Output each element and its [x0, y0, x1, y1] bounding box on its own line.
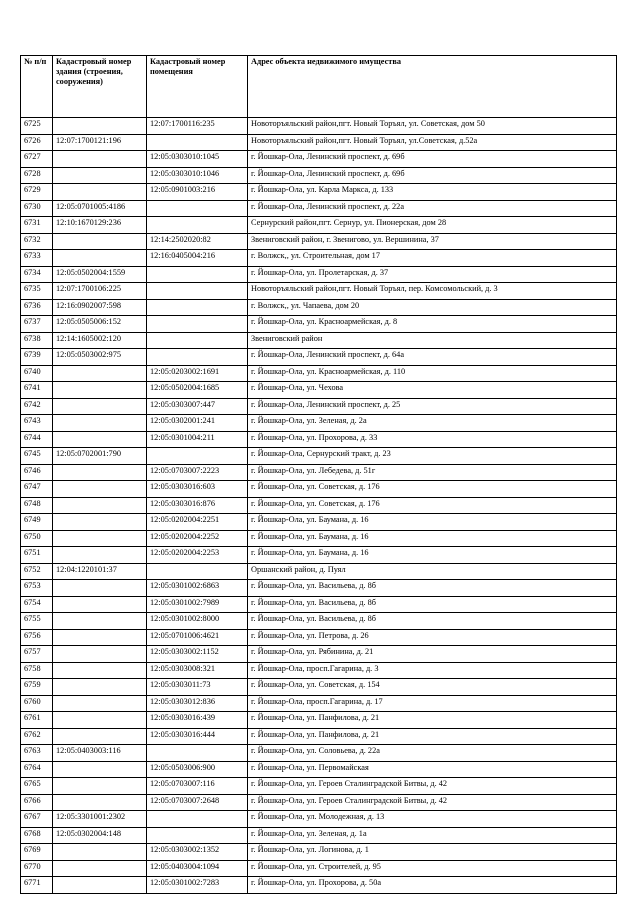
- cell-number: 6752: [21, 563, 53, 580]
- cell-premises-cadastral: 12:05:0502004:1685: [147, 382, 248, 399]
- cell-premises-cadastral: 12:05:0303016:603: [147, 481, 248, 498]
- cell-premises-cadastral: 12:05:0303012:836: [147, 695, 248, 712]
- cell-premises-cadastral: 12:05:0403004:1094: [147, 860, 248, 877]
- cell-number: 6734: [21, 266, 53, 283]
- table-row: [21, 811, 617, 828]
- cell-building-cadastral: [53, 365, 147, 382]
- cell-address: г. Йошкар-Ола, ул. Молодежная, д. 13: [248, 811, 617, 828]
- table-row: [21, 184, 617, 201]
- cell-premises-cadastral: [147, 349, 248, 366]
- cell-address: г. Йошкар-Ола, ул. Героев Сталинградской Битвы, д. 42: [248, 794, 617, 811]
- cell-address: г. Йошкар-Ола, Ленинский проспект, д. 22а: [248, 200, 617, 217]
- cell-building-cadastral: 12:04:1220101:37: [53, 563, 147, 580]
- table-row: [21, 349, 617, 366]
- cell-address: г. Йошкар-Ола, ул. Красноармейская, д. 110: [248, 365, 617, 382]
- cell-address: г. Йошкар-Ола, ул. Васильева, д. 8б: [248, 613, 617, 630]
- cell-premises-cadastral: 12:05:0701006:4621: [147, 629, 248, 646]
- cell-number: 6737: [21, 316, 53, 333]
- cell-address: Оршанский район, д. Пуял: [248, 563, 617, 580]
- cell-number: 6745: [21, 448, 53, 465]
- cell-number: 6758: [21, 662, 53, 679]
- cell-building-cadastral: [53, 794, 147, 811]
- cell-address: г. Йошкар-Ола, ул. Панфилова, д. 21: [248, 728, 617, 745]
- cell-building-cadastral: [53, 382, 147, 399]
- cell-number: 6766: [21, 794, 53, 811]
- cell-premises-cadastral: 12:05:0302001:241: [147, 415, 248, 432]
- cell-premises-cadastral: 12:05:0301002:8000: [147, 613, 248, 630]
- cell-building-cadastral: 12:05:3301001:2302: [53, 811, 147, 828]
- cell-premises-cadastral: 12:05:0703007:116: [147, 778, 248, 795]
- cell-address: г. Йошкар-Ола, ул. Васильева, д. 8б: [248, 580, 617, 597]
- cell-address: г. Йошкар-Ола, ул. Петрова, д. 26: [248, 629, 617, 646]
- cell-address: г. Йошкар-Ола, ул. Прохорова, д. 50а: [248, 877, 617, 894]
- cell-number: 6741: [21, 382, 53, 399]
- cell-address: г. Йошкар-Ола, просп.Гагарина, д. 3: [248, 662, 617, 679]
- table-row: [21, 266, 617, 283]
- cell-number: 6736: [21, 299, 53, 316]
- cell-premises-cadastral: 12:05:0303002:1152: [147, 646, 248, 663]
- cell-address: г. Йошкар-Ола, ул. Васильева, д. 8б: [248, 596, 617, 613]
- cell-address: г. Йошкар-Ола, ул. Пролетарская, д. 37: [248, 266, 617, 283]
- cell-address: г. Йошкар-Ола, ул. Баумана, д. 16: [248, 530, 617, 547]
- cell-number: 6742: [21, 398, 53, 415]
- cell-address: г. Йошкар-Ола, ул. Баумана, д. 16: [248, 547, 617, 564]
- cell-address: г. Йошкар-Ола, ул. Зеленая, д. 2а: [248, 415, 617, 432]
- table-row: [21, 514, 617, 531]
- cell-building-cadastral: [53, 514, 147, 531]
- cell-number: 6767: [21, 811, 53, 828]
- cell-number: 6770: [21, 860, 53, 877]
- cell-address: г. Йошкар-Ола, ул. Строителей, д. 95: [248, 860, 617, 877]
- cell-address: г. Йошкар-Ола, ул. Красноармейская, д. 8: [248, 316, 617, 333]
- cell-address: г. Йошкар-Ола, ул. Советская, д. 176: [248, 497, 617, 514]
- cell-premises-cadastral: 12:05:0301002:7283: [147, 877, 248, 894]
- cell-premises-cadastral: 12:16:0405004:216: [147, 250, 248, 267]
- table-row: [21, 167, 617, 184]
- table-row: [21, 596, 617, 613]
- header-address: Адрес объекта недвижимого имущества: [248, 56, 617, 118]
- table-row: [21, 580, 617, 597]
- cell-building-cadastral: [53, 695, 147, 712]
- cell-premises-cadastral: [147, 299, 248, 316]
- cell-premises-cadastral: [147, 827, 248, 844]
- cell-building-cadastral: [53, 778, 147, 795]
- cell-premises-cadastral: [147, 217, 248, 234]
- cell-building-cadastral: [53, 250, 147, 267]
- cell-building-cadastral: 12:05:0403003:116: [53, 745, 147, 762]
- cell-premises-cadastral: [147, 316, 248, 333]
- cell-address: Звениговский район: [248, 332, 617, 349]
- cell-building-cadastral: 12:05:0302004:148: [53, 827, 147, 844]
- cell-premises-cadastral: 12:05:0503006:900: [147, 761, 248, 778]
- table-row: [21, 398, 617, 415]
- cell-building-cadastral: [53, 167, 147, 184]
- cell-premises-cadastral: 12:14:2502020:82: [147, 233, 248, 250]
- table-row: [21, 332, 617, 349]
- table-row: [21, 382, 617, 399]
- cell-premises-cadastral: 12:05:0703007:2648: [147, 794, 248, 811]
- header-building-cadastral: Кадастровый номер здания (строения, сооружения): [53, 56, 147, 118]
- cell-premises-cadastral: 12:05:0301002:6863: [147, 580, 248, 597]
- cell-number: 6729: [21, 184, 53, 201]
- cell-building-cadastral: 12:07:1700121:196: [53, 134, 147, 151]
- cell-premises-cadastral: [147, 266, 248, 283]
- cell-premises-cadastral: 12:05:0303016:439: [147, 712, 248, 729]
- cell-number: 6740: [21, 365, 53, 382]
- cell-building-cadastral: [53, 679, 147, 696]
- cell-premises-cadastral: [147, 134, 248, 151]
- cell-address: Новоторъяльский район,пгт. Новый Торъял, ул. Советская, дом 50: [248, 118, 617, 135]
- cell-number: 6760: [21, 695, 53, 712]
- table-row: [21, 448, 617, 465]
- table-row: [21, 200, 617, 217]
- cell-number: 6748: [21, 497, 53, 514]
- table-row: [21, 679, 617, 696]
- table-row: [21, 547, 617, 564]
- cell-address: г. Йошкар-Ола, ул. Соловьева, д. 22а: [248, 745, 617, 762]
- cell-building-cadastral: [53, 118, 147, 135]
- cell-number: 6726: [21, 134, 53, 151]
- cell-premises-cadastral: [147, 448, 248, 465]
- table-row: [21, 250, 617, 267]
- cell-number: 6733: [21, 250, 53, 267]
- table-row: [21, 844, 617, 861]
- cell-address: Новоторъяльский район,пгт. Новый Торъял, пер. Комсомольский, д. 3: [248, 283, 617, 300]
- cell-number: 6757: [21, 646, 53, 663]
- cell-building-cadastral: 12:05:0702001:790: [53, 448, 147, 465]
- table-row: [21, 778, 617, 795]
- cell-building-cadastral: [53, 613, 147, 630]
- cell-address: г. Йошкар-Ола, ул. Первомайская: [248, 761, 617, 778]
- cell-premises-cadastral: 12:05:0301004:211: [147, 431, 248, 448]
- cell-premises-cadastral: 12:05:0303007:447: [147, 398, 248, 415]
- cell-premises-cadastral: 12:05:0703007:2223: [147, 464, 248, 481]
- cell-building-cadastral: 12:14:1605002:120: [53, 332, 147, 349]
- cell-number: 6731: [21, 217, 53, 234]
- cell-address: г. Йошкар-Ола, просп.Гагарина, д. 17: [248, 695, 617, 712]
- cell-building-cadastral: [53, 580, 147, 597]
- cell-building-cadastral: 12:05:0502004:1559: [53, 266, 147, 283]
- table-row: [21, 860, 617, 877]
- table-row: [21, 646, 617, 663]
- cell-number: 6769: [21, 844, 53, 861]
- cell-address: г. Йошкар-Ола, Ленинский проспект, д. 25: [248, 398, 617, 415]
- cell-address: г. Йошкар-Ола, ул. Логинова, д. 1: [248, 844, 617, 861]
- cell-number: 6768: [21, 827, 53, 844]
- cell-number: 6743: [21, 415, 53, 432]
- cell-building-cadastral: [53, 530, 147, 547]
- cell-premises-cadastral: 12:05:0303008:321: [147, 662, 248, 679]
- cell-number: 6765: [21, 778, 53, 795]
- cell-building-cadastral: [53, 596, 147, 613]
- cell-address: г. Йошкар-Ола, Ленинский проспект, д. 64а: [248, 349, 617, 366]
- cell-number: 6738: [21, 332, 53, 349]
- cell-address: г. Йошкар-Ола, ул. Лебедева, д. 51г: [248, 464, 617, 481]
- cell-premises-cadastral: [147, 332, 248, 349]
- cell-building-cadastral: [53, 415, 147, 432]
- cell-number: 6749: [21, 514, 53, 531]
- cell-premises-cadastral: 12:05:0303002:1352: [147, 844, 248, 861]
- cell-premises-cadastral: [147, 745, 248, 762]
- cell-building-cadastral: 12:16:0902007:598: [53, 299, 147, 316]
- cell-building-cadastral: 12:10:1670129:236: [53, 217, 147, 234]
- cell-number: 6756: [21, 629, 53, 646]
- table-row: [21, 877, 617, 894]
- cell-address: г. Йошкар-Ола, ул. Советская, д. 154: [248, 679, 617, 696]
- header-number: № п/п: [21, 56, 53, 118]
- cell-premises-cadastral: 12:05:0202004:2252: [147, 530, 248, 547]
- cell-number: 6750: [21, 530, 53, 547]
- cell-building-cadastral: [53, 464, 147, 481]
- cell-premises-cadastral: [147, 283, 248, 300]
- table-row: [21, 217, 617, 234]
- cell-number: 6728: [21, 167, 53, 184]
- cell-building-cadastral: [53, 481, 147, 498]
- cell-number: 6763: [21, 745, 53, 762]
- table-row: [21, 134, 617, 151]
- cell-building-cadastral: [53, 844, 147, 861]
- cell-address: г. Волжск,, ул. Чапаева, дом 20: [248, 299, 617, 316]
- table-row: [21, 497, 617, 514]
- cell-premises-cadastral: 12:05:0303016:444: [147, 728, 248, 745]
- cell-address: г. Йошкар-Ола, Ленинский проспект, д. 69б: [248, 151, 617, 168]
- cell-building-cadastral: 12:07:1700106:225: [53, 283, 147, 300]
- cell-number: 6725: [21, 118, 53, 135]
- table-row: [21, 233, 617, 250]
- cell-premises-cadastral: 12:05:0301002:7989: [147, 596, 248, 613]
- cell-premises-cadastral: 12:05:0202004:2251: [147, 514, 248, 531]
- table-row: [21, 613, 617, 630]
- cell-number: 6751: [21, 547, 53, 564]
- cell-address: г. Йошкар-Ола, ул. Прохорова, д. 33: [248, 431, 617, 448]
- cell-premises-cadastral: 12:05:0303011:73: [147, 679, 248, 696]
- cell-address: г. Йошкар-Ола, ул. Чехова: [248, 382, 617, 399]
- table-row: [21, 745, 617, 762]
- table-row: [21, 563, 617, 580]
- cell-premises-cadastral: [147, 811, 248, 828]
- document-page: [20, 55, 616, 894]
- cell-number: 6727: [21, 151, 53, 168]
- cell-building-cadastral: [53, 712, 147, 729]
- cell-address: Сернурский район,пгт. Сернур, ул. Пионерская, дом 28: [248, 217, 617, 234]
- table-row: [21, 118, 617, 135]
- table-row: [21, 481, 617, 498]
- cell-number: 6744: [21, 431, 53, 448]
- cell-premises-cadastral: 12:05:0202004:2253: [147, 547, 248, 564]
- cell-building-cadastral: [53, 151, 147, 168]
- cell-number: 6753: [21, 580, 53, 597]
- table-row: [21, 629, 617, 646]
- table-row: [21, 712, 617, 729]
- cell-building-cadastral: [53, 233, 147, 250]
- cell-premises-cadastral: [147, 200, 248, 217]
- cell-address: г. Йошкар-Ола, ул. Героев Сталинградской Битвы, д. 42: [248, 778, 617, 795]
- cell-building-cadastral: [53, 728, 147, 745]
- cell-address: г. Йошкар-Ола, ул. Карла Маркса, д. 133: [248, 184, 617, 201]
- cell-premises-cadastral: 12:07:1700116:235: [147, 118, 248, 135]
- cell-address: г. Йошкар-Ола, Сернурский тракт, д. 23: [248, 448, 617, 465]
- cell-number: 6771: [21, 877, 53, 894]
- cell-building-cadastral: [53, 877, 147, 894]
- table-row: [21, 761, 617, 778]
- cell-address: г. Йошкар-Ола, Ленинский проспект, д. 69б: [248, 167, 617, 184]
- cell-premises-cadastral: 12:05:0303010:1046: [147, 167, 248, 184]
- cell-address: г. Йошкар-Ола, ул. Панфилова, д. 21: [248, 712, 617, 729]
- table-row: [21, 415, 617, 432]
- cell-address: г. Йошкар-Ола, ул. Баумана, д. 16: [248, 514, 617, 531]
- cell-building-cadastral: [53, 646, 147, 663]
- cell-number: 6754: [21, 596, 53, 613]
- cell-number: 6762: [21, 728, 53, 745]
- cell-address: Новоторъяльский район,пгт. Новый Торъял, ул.Советская, д.52а: [248, 134, 617, 151]
- cell-number: 6735: [21, 283, 53, 300]
- table-header-row: [21, 56, 617, 118]
- cell-number: 6755: [21, 613, 53, 630]
- cell-premises-cadastral: 12:05:0303016:876: [147, 497, 248, 514]
- cell-premises-cadastral: 12:05:0303010:1045: [147, 151, 248, 168]
- cell-building-cadastral: [53, 629, 147, 646]
- table-row: [21, 695, 617, 712]
- cell-number: 6747: [21, 481, 53, 498]
- table-row: [21, 283, 617, 300]
- cell-building-cadastral: [53, 761, 147, 778]
- property-table: [20, 55, 617, 894]
- cell-building-cadastral: [53, 431, 147, 448]
- table-row: [21, 299, 617, 316]
- cell-building-cadastral: [53, 497, 147, 514]
- header-premises-cadastral: Кадастровый номер помещения: [147, 56, 248, 118]
- cell-number: 6732: [21, 233, 53, 250]
- table-row: [21, 794, 617, 811]
- table-row: [21, 530, 617, 547]
- cell-building-cadastral: [53, 860, 147, 877]
- cell-building-cadastral: [53, 662, 147, 679]
- cell-building-cadastral: 12:05:0503002:975: [53, 349, 147, 366]
- cell-building-cadastral: 12:05:0505006:152: [53, 316, 147, 333]
- table-row: [21, 827, 617, 844]
- cell-number: 6761: [21, 712, 53, 729]
- table-row: [21, 316, 617, 333]
- cell-address: г. Йошкар-Ола, ул. Советская, д. 176: [248, 481, 617, 498]
- cell-address: г. Волжск,, ул. Строительная, дом 17: [248, 250, 617, 267]
- cell-premises-cadastral: 12:05:0203002:1691: [147, 365, 248, 382]
- table-row: [21, 662, 617, 679]
- table-row: [21, 151, 617, 168]
- cell-address: г. Йошкар-Ола, ул. Зеленая, д. 1а: [248, 827, 617, 844]
- cell-premises-cadastral: 12:05:0901003:216: [147, 184, 248, 201]
- table-row: [21, 365, 617, 382]
- cell-building-cadastral: [53, 398, 147, 415]
- cell-address: Звениговский район, г. Звенигово, ул. Вершинина, 37: [248, 233, 617, 250]
- cell-number: 6739: [21, 349, 53, 366]
- cell-number: 6764: [21, 761, 53, 778]
- cell-number: 6730: [21, 200, 53, 217]
- table-body: [21, 118, 617, 894]
- cell-number: 6746: [21, 464, 53, 481]
- cell-premises-cadastral: [147, 563, 248, 580]
- cell-address: г. Йошкар-Ола, ул. Рябинина, д. 21: [248, 646, 617, 663]
- table-row: [21, 431, 617, 448]
- table-row: [21, 464, 617, 481]
- cell-building-cadastral: 12:05:0701005:4186: [53, 200, 147, 217]
- cell-building-cadastral: [53, 547, 147, 564]
- cell-building-cadastral: [53, 184, 147, 201]
- cell-number: 6759: [21, 679, 53, 696]
- table-row: [21, 728, 617, 745]
